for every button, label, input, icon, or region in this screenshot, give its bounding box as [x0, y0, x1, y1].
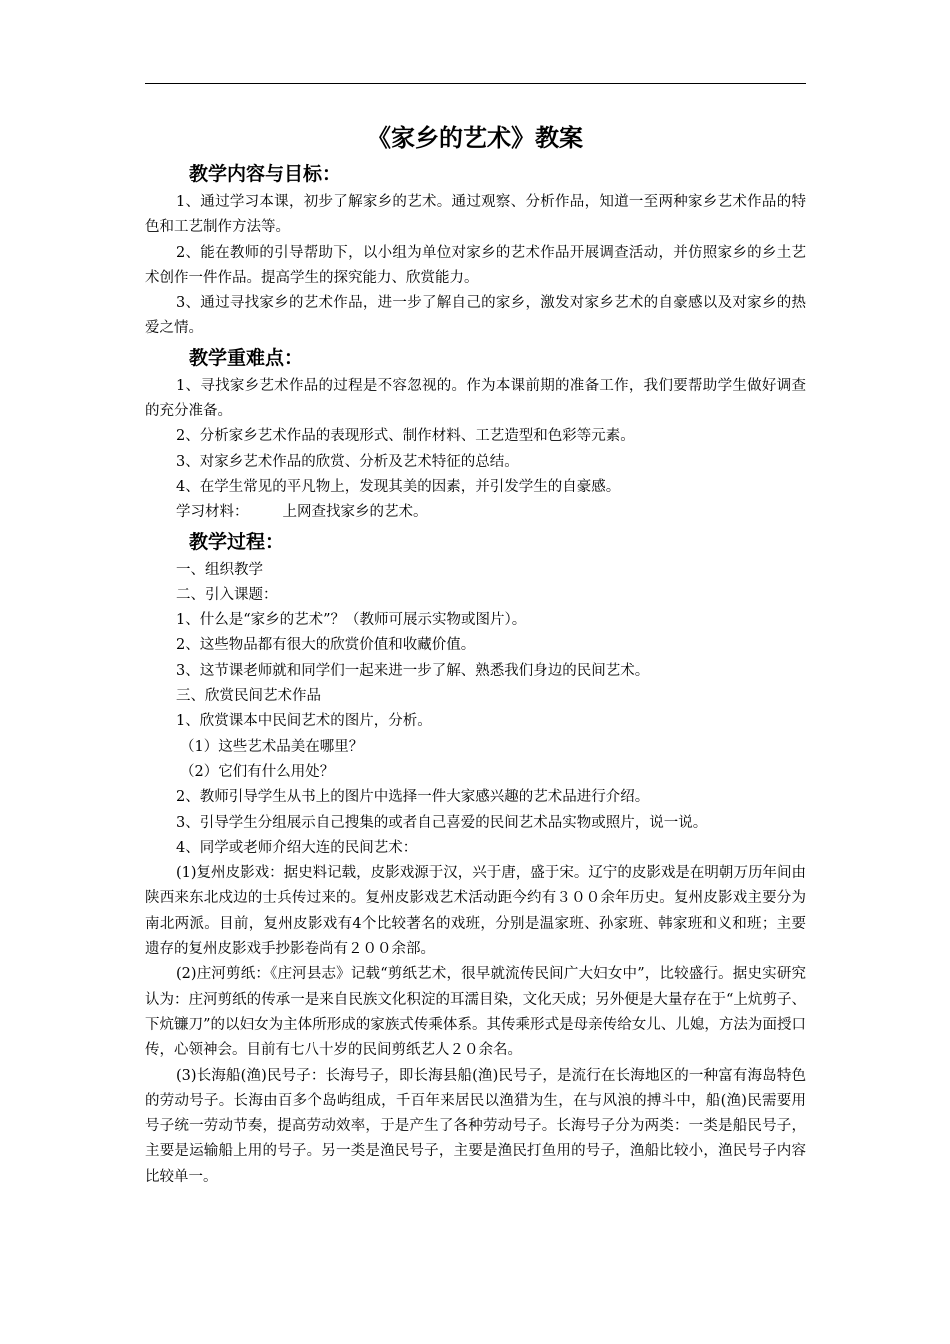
materials-value: 上网查找家乡的艺术。 [282, 504, 428, 521]
sub-question: （2）它们有什么用处？ [180, 763, 335, 780]
folk-art-paragraph: (2)庄河剪纸：《庄河县志》记载“剪纸艺术，很早就流传民间广大妇女中”，比较盛行。据史实研究认为：庄河剪纸的传承一是来自民族文化积淀的耳濡目染，文化天成；另外便是大量存在于“上炕剪子、下炕镰刀”的以妇女为主体所形成的家族式传乘体系。其传乘形式是母亲传给女儿、儿媳，方法为面授口传，心领神会。目前有七八十岁的民间剪纸艺人２０余名。 [145, 966, 806, 1059]
process-line: 3、这节课老师就和同学们一起来进一步了解、熟悉我们身边的民间艺术。 [176, 662, 650, 679]
process-line: 1、什么是“家乡的艺术”？（教师可展示实物或图片）。 [176, 612, 527, 629]
materials-line [145, 500, 806, 525]
process-line: 2、这些物品都有很大的欣赏价值和收藏价值。 [176, 637, 476, 654]
section-heading-keypoints: 教学重难点： [189, 346, 304, 369]
folk-art-paragraph: (3)长海船(渔)民号子：长海号子，即长海县船(渔)民号子，是流行在长海地区的一种富有海岛特色的劳动号子。长海由百多个岛屿组成，千百年来居民以渔猎为生，在与风浪的搏斗中，船(渔)民需要用号子统一劳动节奏，提高劳动效率，于是产生了各种劳动号子。长海号子分为两类：一类是船民号子，主要是运输船上用的号子。另一类是渔民号子，主要是渔民打鱼用的号子，渔船比较小，渔民号子内容比较单一。 [145, 1067, 806, 1185]
process-line: 三、欣赏民间艺术作品 [176, 688, 321, 705]
process-line: 3、引导学生分组展示自己搜集的或者自己喜爱的民间艺术品实物或照片，说一说。 [176, 814, 708, 831]
document-title: 《家乡的艺术》教案 [367, 123, 583, 152]
section-heading-process: 教学过程： [189, 530, 285, 553]
header-rule [145, 83, 806, 84]
process-line: 4、同学或老师介绍大连的民间艺术： [176, 839, 418, 856]
keypoint-paragraph: 4、在学生常见的平凡物上，发现其美的因素，并引发学生的自豪感。 [176, 478, 621, 495]
goal-paragraph: 3、通过寻找家乡的艺术作品，进一步了解自己的家乡，激发对家乡艺术的自豪感以及对家乡的热爱之情。 [145, 295, 806, 337]
process-line: 一、组织教学 [176, 561, 263, 578]
keypoint-paragraph: 1、寻找家乡艺术作品的过程是不容忽视的。作为本课前期的准备工作，我们要帮助学生做好调查的充分准备。 [145, 377, 806, 420]
sub-question: （1）这些艺术品美在哪里？ [180, 738, 364, 755]
keypoint-paragraph: 2、分析家乡艺术作品的表现形式、制作材料、工艺造型和色彩等元素。 [176, 428, 635, 445]
process-line: 2、教师引导学生从书上的图片中选择一件大家感兴趣的艺术品进行介绍。 [176, 789, 650, 806]
folk-art-paragraph: (1)复州皮影戏：据史料记载，皮影戏源于汉，兴于唐，盛于宋。辽宁的皮影戏是在明朝万历年间由陕西来东北戍边的士兵传过来的。复州皮影戏艺术活动距今约有３００余年历史。复州皮影戏主要分为南北两派。目前，复州皮影戏有4个比较著名的戏班，分别是温家班、孙家班、韩家班和义和班；主要遗存的复州皮影戏手抄影卷尚有２００余部。 [145, 865, 806, 958]
section-heading-goals: 教学内容与目标： [189, 163, 342, 185]
goal-paragraph: 2、能在教师的引导帮助下，以小组为单位对家乡的艺术作品开展调查活动，并仿照家乡的乡土艺术创作一件作品。提高学生的探究能力、欣赏能力。 [145, 244, 806, 286]
process-line: 二、引入课题： [176, 586, 278, 603]
goal-paragraph: 1、通过学习本课，初步了解家乡的艺术。通过观察、分析作品，知道一至两种家乡艺术作品的特色和工艺制作方法等。 [145, 194, 806, 236]
materials-label: 学习材料： [176, 504, 249, 521]
process-line: 1、欣赏课本中民间艺术的图片，分析。 [176, 713, 432, 730]
keypoint-paragraph: 3、对家乡艺术作品的欣赏、分析及艺术特征的总结。 [176, 453, 519, 470]
document-body [145, 158, 806, 1190]
